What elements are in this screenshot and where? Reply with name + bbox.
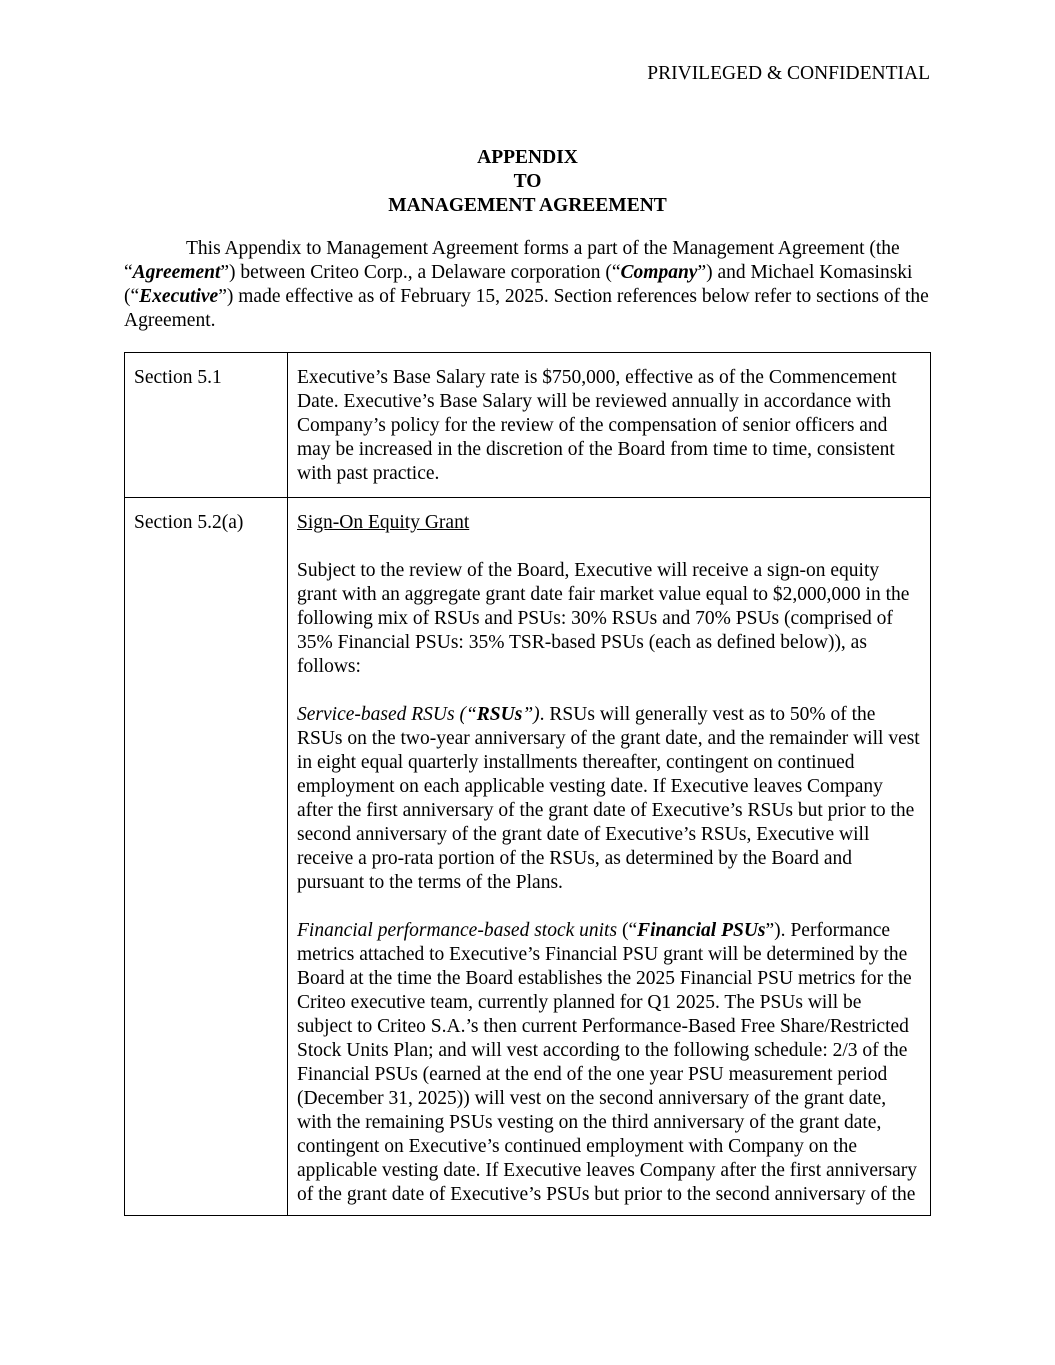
rsu-label-a: Service-based RSUs (“: [297, 704, 477, 725]
section-ref: Section 5.1: [134, 367, 222, 388]
defined-term-financial-psus: Financial PSUs: [637, 920, 766, 941]
intro-paragraph: [124, 237, 932, 333]
rsu-text: . RSUs will generally vest as to 50% of the RSUs on the two-year anniversary of the grant date, and the remainder will vest in eight equal quarterly installments thereafter, contingent on continued employment on each applicable vesting date. If Executive leaves Company after the first anniversary of the grant date of Executive’s RSUs but prior to the second anniversary of the grant date of Executive’s RSUs, Executive will receive a pro-rata portion of the RSUs, as determined by the Board and pursuant to the terms of the Plans.: [297, 704, 920, 893]
subsection-heading: [297, 511, 920, 535]
intro-text-4: ”) made effective as of February 15, 2025. Section references below refer to sections of the Agreement.: [124, 286, 929, 331]
base-salary-text: Executive’s Base Salary rate is $750,000, effective as of the Commencement Date. Executive’s Base Salary will be reviewed annually in accordance with Company’s policy for the review of the compensation of senior officers and may be increased in the discretion of the Board from time to time, consistent with past practice.: [297, 367, 897, 484]
defined-term-company: Company: [620, 262, 698, 283]
document-title: [0, 146, 1055, 218]
financial-psu-label: Financial performance-based stock units: [297, 920, 618, 941]
financial-psu-text: Performance metrics attached to Executive’s Financial PSU grant will be determined by the Board at the time the Board establishes the 2025 Financial PSU metrics for the Criteo executive team, currently planned for Q1 2025. The PSUs will be subject to Criteo S.A.’s then current Performance-Based Free Share/Restricted Stock Units Plan; and will vest according to the following schedule: 2/3 of the Financial PSUs (earned at the end of the one year PSU measurement period (December 31, 2025)) will vest on the second anniversary of the grant date, with the remaining PSUs vesting on the third anniversary of the grant date, contingent on Executive’s continued employment with Company on the applicable vesting date. If Executive leaves Company after the first anniversary of the grant date of Executive’s PSUs but prior to the second anniversary of the: [297, 920, 917, 1205]
confidentiality-header: PRIVILEGED & CONFIDENTIAL: [647, 63, 930, 84]
sign-on-equity-heading: Sign-On Equity Grant: [297, 512, 470, 533]
title-line-2: TO: [513, 171, 542, 192]
intro-text-3: ”) and Michael Komasinski (“: [124, 262, 913, 307]
section-ref: Section 5.2(a): [134, 512, 244, 533]
title-line-3: MANAGEMENT AGREEMENT: [388, 195, 667, 216]
fin-close: ”).: [765, 920, 786, 941]
table-row: [125, 353, 931, 498]
defined-term-agreement: Agreement: [132, 262, 221, 283]
section-ref-cell: [125, 498, 288, 1216]
section-ref-cell: [125, 353, 288, 498]
intro-text-2: ”) between Criteo Corp., a Delaware corporation (“: [220, 262, 621, 283]
rsu-paragraph: [297, 703, 920, 895]
section-body-cell: [288, 498, 931, 1216]
fin-open: (“: [617, 920, 638, 941]
defined-term-executive: Executive: [139, 286, 219, 307]
defined-term-rsus: RSUs: [476, 704, 523, 725]
rsu-label-c: ”): [522, 704, 540, 725]
section-body-cell: [288, 353, 931, 498]
intro-text-1: This Appendix to Management Agreement forms a part of the Management Agreement (the “: [124, 238, 900, 283]
appendix-table: [124, 352, 931, 1216]
financial-psu-paragraph: [297, 919, 920, 1207]
title-line-1: APPENDIX: [477, 147, 578, 168]
table-row: [125, 498, 931, 1216]
equity-grant-paragraph: Subject to the review of the Board, Executive will receive a sign-on equity grant with an aggregate grant date fair market value equal to $2,000,000 in the following mix of RSUs and PSUs: 30% RSUs and 70% PSUs (comprised of 35% Financial PSUs: 35% TSR-based PSUs (each as defined below)), as follows:: [297, 560, 910, 677]
